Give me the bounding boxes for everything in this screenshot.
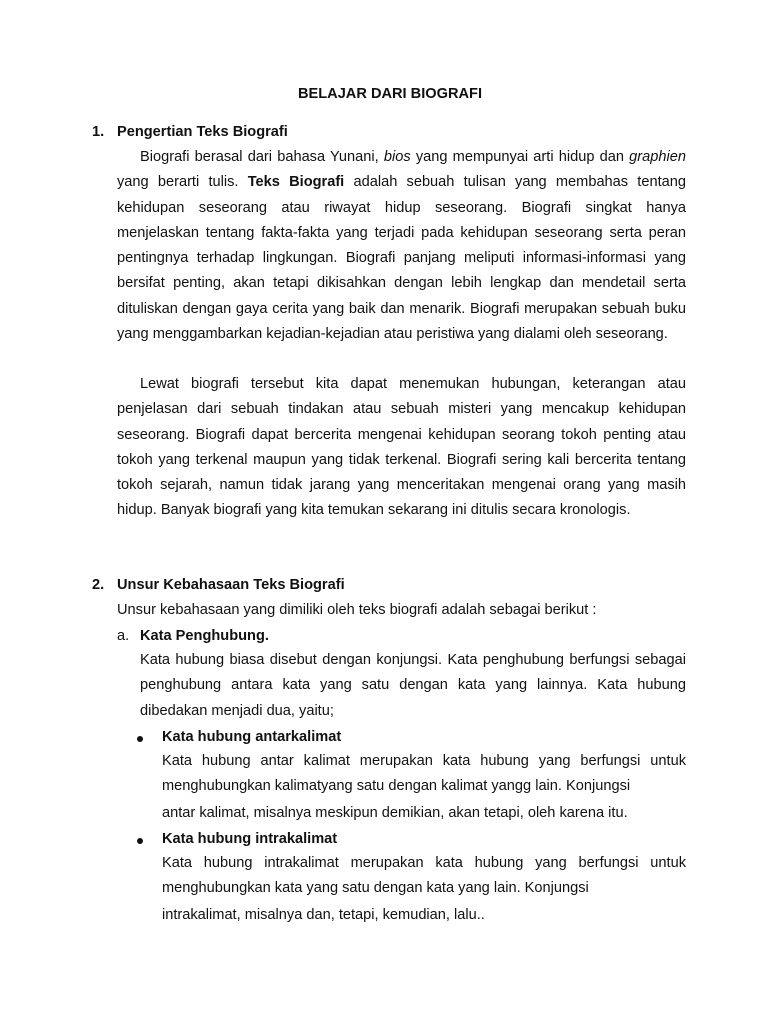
bullet-1-heading: Kata hubung antarkalimat xyxy=(162,729,342,745)
bullet-icon xyxy=(137,838,143,844)
section-2-heading: Unsur Kebahasaan Teks Biografi xyxy=(117,577,345,593)
section-1-paragraph-1: Biografi berasal dari bahasa Yunani, bios yang mempunyai arti hidup dan graphien yang berarti tulis. Teks Biografi adalah sebuah tulisan yang membahas tentang kehidupan seseorang atau riwayat hidup seseorang. Biografi singkat hanya menjelaskan tentang fakta-fakta yang terjadi pada kehidupan seseorang serta peran pentingnya terhadap lingkungan. Biografi panjang meliputi informasi-informasi yang bersifat penting, akan tetapi dikisahkan dengan lebih lengkap dan mendetail serta dituliskan dengan gaya cerita yang baik dan menarik. Biografi merupakan sebuah buku yang menggambarkan kejadian-kejadian atau peristiwa yang dialami oleh seseorang. xyxy=(117,149,687,343)
subsection-a-heading: Kata Penghubung. xyxy=(140,628,269,644)
section-1-number: 1. xyxy=(92,124,105,140)
section-1-paragraph-2: Lewat biografi tersebut kita dapat menemukan hubungan, keterangan atau penjelasan dari sebuah tindakan atau sebuah misteri yang mencakup kehidupan seseorang. Biografi dapat bercerita mengenai kehidupan seorang tokoh penting atau tokoh yang terkenal maupun yang tidak terkenal. Biografi sering kali bercerita tentang tokoh sejarah, namun tidak jarang yang menceritakan mengenai orang yang masih hidup. Banyak biografi yang kita temukan sekarang ini ditulis secara kronologis. xyxy=(117,376,686,519)
bullet-2-heading: Kata hubung intrakalimat xyxy=(162,831,338,847)
bullet-1-text: Kata hubung antar kalimat merupakan kata hubung yang berfungsi untuk menghubungkan kalimatyang satu dengan kalimat yangg lain. Konjungsi xyxy=(162,753,686,795)
bullet-icon xyxy=(137,736,143,742)
section-1-heading: Pengertian Teks Biografi xyxy=(117,124,288,140)
bullet-2-last-line: intrakalimat, misalnya dan, tetapi, kemudian, lalu.. xyxy=(162,907,485,923)
subsection-a-text: Kata hubung biasa disebut dengan konjungsi. Kata penghubung berfungsi sebagai penghubung antara kata yang satu dengan kata yang lainnya. Kata hubung dibedakan menjadi dua, yaitu; xyxy=(140,652,686,719)
section-2-intro: Unsur kebahasaan yang dimiliki oleh teks biografi adalah sebagai berikut : xyxy=(117,602,597,618)
document-title: BELAJAR DARI BIOGRAFI xyxy=(297,86,483,102)
subsection-a-letter: a. xyxy=(117,628,130,644)
section-2-number: 2. xyxy=(92,577,105,593)
bullet-1-last-line: antar kalimat, misalnya meskipun demikian, akan tetapi, oleh karena itu. xyxy=(162,805,628,821)
bullet-2-text: Kata hubung intrakalimat merupakan kata hubung yang berfungsi untuk menghubungkan kata yang satu dengan kata yang lain. Konjungsi xyxy=(162,855,686,897)
